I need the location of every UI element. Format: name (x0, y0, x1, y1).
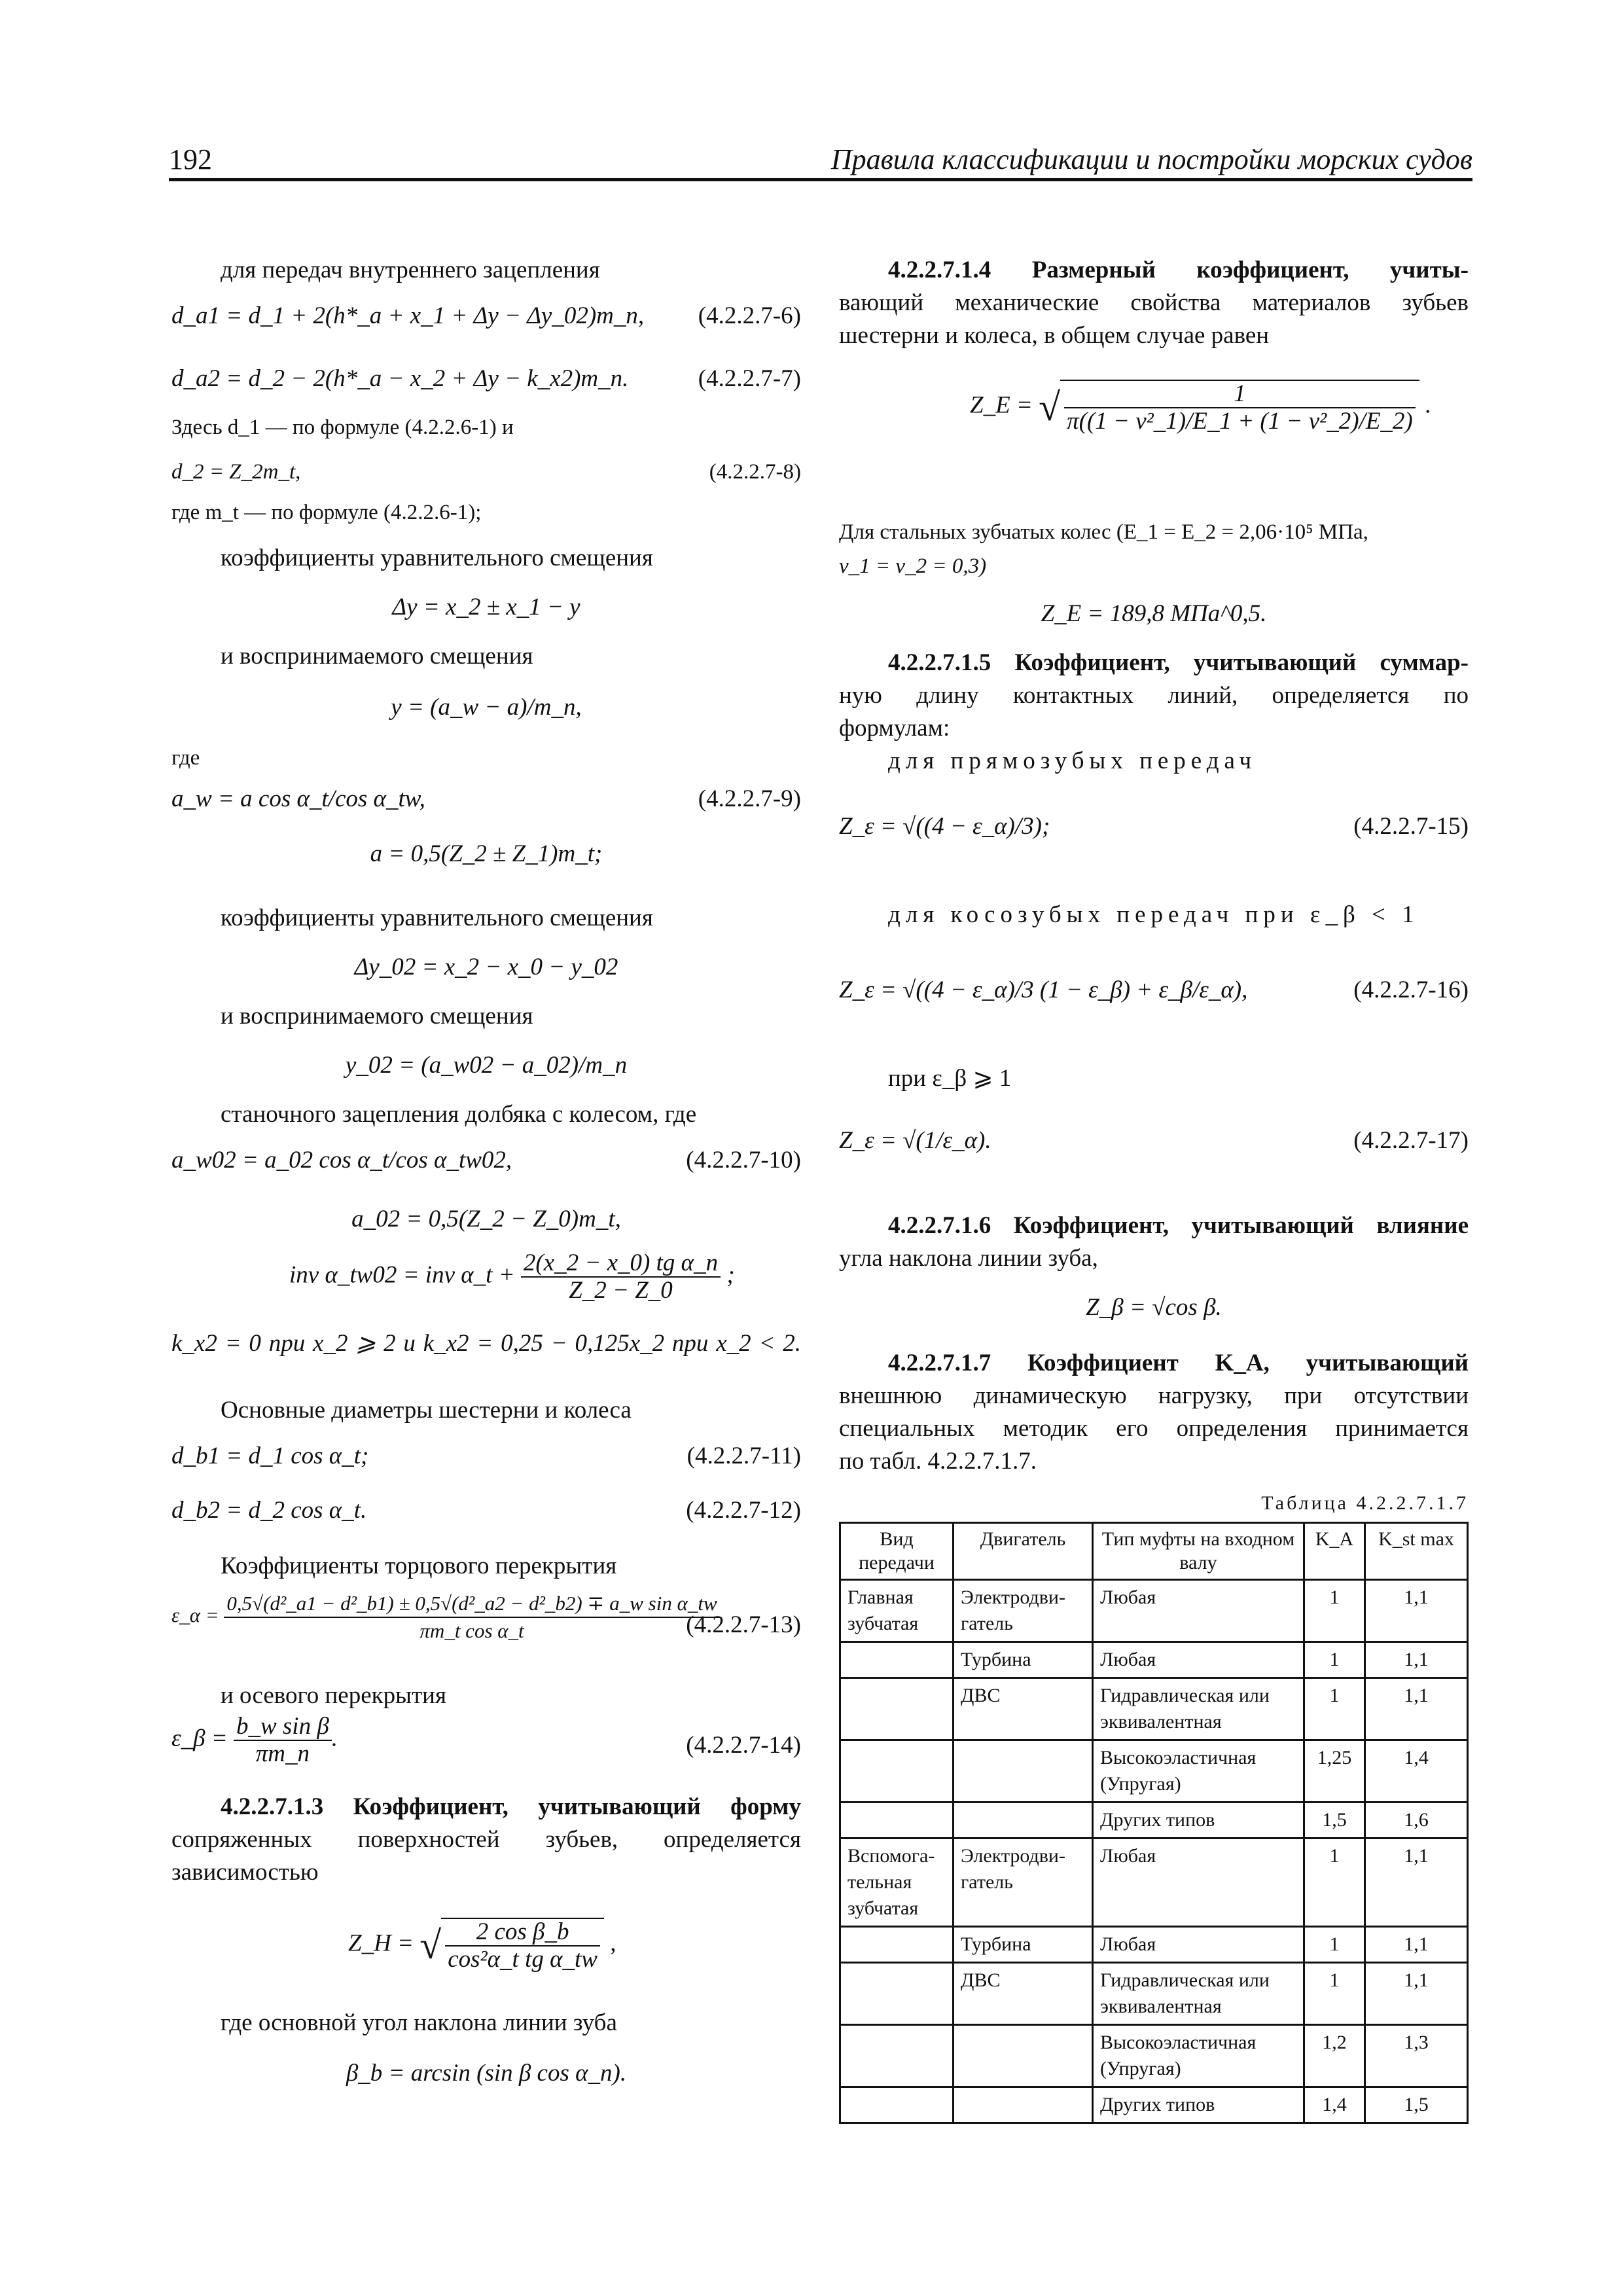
table-cell: Любая (1093, 1580, 1304, 1642)
table-cell: Электродви-гатель (954, 1839, 1093, 1927)
equation-dy02: Δy_02 = x_2 − x_0 − y_02 (354, 954, 618, 980)
coefficient-table (839, 1522, 1469, 2124)
equation-text: d_a1 = d_1 + 2(h*_a + x_1 + Δy − Δy_02)m_n, (171, 302, 645, 329)
text-line: при ε_β ⩾ 1 (888, 1065, 1012, 1092)
equation-number: (4.2.2.7-12) (686, 1497, 801, 1524)
table-cell (840, 1740, 954, 1803)
paragraph-line (839, 648, 1469, 678)
equation-number: (4.2.2.7-14) (686, 1732, 801, 1759)
equation-number: (4.2.2.7-16) (1353, 977, 1469, 1003)
equation-17 (839, 1126, 1469, 1156)
table-cell: Главная зубчатая (840, 1580, 954, 1642)
table-cell: 1,1 (1365, 1678, 1468, 1740)
equation-10 (171, 1145, 801, 1175)
table-caption: Таблица 4.2.2.7.1.7 (1261, 1492, 1469, 1514)
table-row (840, 1580, 1468, 1642)
equation-16 (839, 975, 1469, 1005)
equation-y02: y_02 = (a_w02 − a_02)/m_n (345, 1052, 628, 1079)
header-rule (169, 178, 1472, 181)
equation-7 (171, 364, 801, 394)
equation-zbeta: Z_β = √cos β. (1086, 1294, 1222, 1321)
text-line: и воспринимаемого смещения (221, 643, 533, 670)
running-title: Правила классификации и постройки морских судов (830, 143, 1472, 175)
column-header: K_st max (1365, 1523, 1468, 1580)
table-cell (840, 1927, 954, 1963)
fraction (234, 1713, 332, 1767)
fraction (1060, 380, 1419, 435)
equation-text: d_b1 = d_1 cos α_t; (171, 1443, 369, 1469)
table-cell: Турбина (954, 1642, 1093, 1678)
equation-text: ε_α = (171, 1604, 219, 1627)
text-line: и воспринимаемого смещения (221, 1003, 533, 1030)
column-header: Вид передачи (840, 1523, 954, 1580)
equation-zh: Z_H = √ $\frac{\text{2 cos β\_b}}{\text{cos²α\_t tg α\_tw}}$ , (348, 1918, 616, 1973)
table-row (840, 1678, 1468, 1740)
text-line: ν_1 = ν_2 = 0,3) (839, 554, 987, 578)
equation-14: ε_β = $\frac{\text{b\_w sin β}}{\pi m\_n}$ . (4.2.2.7-14) (171, 1713, 801, 1767)
table-cell: Других типов (1093, 2087, 1304, 2123)
equation-beta-b: β_b = arcsin (sin β cos α_n). (346, 2060, 627, 2087)
table-cell (840, 2025, 954, 2087)
table-cell: 1,6 (1365, 1803, 1468, 1839)
table-cell (840, 1678, 954, 1740)
paragraph-line: сопряженных поверхностей зубьев, определяется (171, 1826, 801, 1853)
equation-text: Z_ε = √((4 − ε_α)/3 (1 − ε_β) + ε_β/ε_α), (839, 977, 1248, 1003)
column-header: K_A (1304, 1523, 1365, 1580)
table-cell (840, 1803, 954, 1839)
equation-number: (4.2.2.7-7) (698, 365, 801, 392)
table-body (840, 1580, 1468, 2123)
table-cell (954, 1740, 1093, 1803)
table-header-row (840, 1523, 1468, 1580)
table-cell: 1,1 (1365, 1963, 1468, 2025)
table-cell: Гидравлическая или эквивалентная (1093, 1678, 1304, 1740)
text-line: где m_t — по формуле (4.2.2.6-1); (171, 501, 482, 524)
paragraph-line: угла наклона линии зуба, (839, 1245, 1098, 1272)
table-cell: 1,5 (1304, 1803, 1365, 1839)
equation-inv: inv α_tw02 = inv α_t + $\frac{\text{2(x\_2 − x\_0) tg α\_n}}{Z\_2 - Z\_0}$ ; (289, 1249, 735, 1304)
table-row (840, 2087, 1468, 2123)
fraction-denominator: Z_2 − Z_0 (569, 1277, 673, 1304)
equation-text: Z_H = (348, 1929, 414, 1957)
table-cell: Турбина (954, 1927, 1093, 1963)
paragraph-line: специальных методик его определения принимается (839, 1415, 1469, 1442)
paragraph-line (839, 255, 1469, 285)
equation-text: Z_E = (970, 391, 1033, 419)
paragraph-text: 4.2.2.7.1.4 Размерный коэффициент, учиты- (888, 257, 1469, 283)
table-cell: 1,1 (1365, 1580, 1468, 1642)
text-line: Здесь d_1 — по формуле (4.2.2.6-1) и (171, 416, 514, 439)
fraction (441, 1918, 604, 1973)
column-header: Двигатель (954, 1523, 1093, 1580)
equation-8 (171, 457, 801, 487)
table-cell: 1,1 (1365, 1839, 1468, 1927)
equation-text: d_b2 = d_2 cos α_t. (171, 1497, 367, 1524)
page-header (169, 143, 1472, 182)
equation-y: y = (a_w − a)/m_n, (391, 694, 582, 721)
equation-kx2: k_x2 = 0 при x_2 ⩾ 2 и k_x2 = 0,25 − 0,125x_2 при x_2 < 2. (171, 1330, 801, 1357)
table-cell (840, 1642, 954, 1678)
table-row (840, 1839, 1468, 1927)
equation-number: (4.2.2.7-13) (686, 1611, 801, 1638)
table-cell: Гидравлическая или эквивалентная (1093, 1963, 1304, 2025)
table-cell: 1 (1304, 1642, 1365, 1678)
equation-text: inv α_tw02 = inv α_t + (289, 1261, 515, 1289)
paragraph-line: внешнюю динамическую нагрузку, при отсутствии (839, 1382, 1469, 1409)
table-cell: 1 (1304, 1580, 1365, 1642)
table-cell: ДВС (954, 1963, 1093, 2025)
table-cell: 1,4 (1304, 2087, 1365, 2123)
column-header: Тип муфты на входном валу (1093, 1523, 1304, 1580)
paragraph-line (171, 1792, 801, 1822)
paragraph-line (839, 1211, 1469, 1241)
equation-ze-value: Z_E = 189,8 МПа^0,5. (1041, 600, 1267, 627)
text-line: где (171, 746, 200, 770)
text-line: и осевого перекрытия (221, 1682, 446, 1709)
table-cell (840, 1963, 954, 2025)
equation-a: a = 0,5(Z_2 ± Z_1)m_t; (370, 840, 603, 867)
text-line: Основные диаметры шестерни и колеса (221, 1397, 632, 1424)
equation-text: a_w02 = a_02 cos α_t/cos α_tw02, (171, 1147, 512, 1174)
text-line: для передач внутреннего зацепления (221, 257, 600, 283)
equation-6 (171, 301, 801, 331)
equation-number: (4.2.2.7-8) (709, 460, 801, 484)
table-cell: 1,1 (1365, 1642, 1468, 1678)
table-row (840, 2025, 1468, 2087)
table-cell: Любая (1093, 1642, 1304, 1678)
equation-text: Z_ε = √(1/ε_α). (839, 1127, 991, 1154)
text-line: станочного зацепления долбяка с колесом, где (221, 1101, 697, 1128)
table-cell (840, 2087, 954, 2123)
paragraph-line: зависимостью (171, 1859, 319, 1886)
equation-text: a_w = a cos α_t/cos α_tw, (171, 785, 425, 812)
table-cell (954, 1803, 1093, 1839)
table-cell: Любая (1093, 1927, 1304, 1963)
fraction-denominator: πm_n (255, 1740, 310, 1767)
table-row (840, 1803, 1468, 1839)
table-cell: Электродви-гатель (954, 1580, 1093, 1642)
table-cell: Высокоэластичная (Упругая) (1093, 2025, 1304, 2087)
table-cell (954, 2025, 1093, 2087)
table-cell: Вспомога-тельная зубчатая (840, 1839, 954, 1927)
table-cell: 1,25 (1304, 1740, 1365, 1803)
table-row (840, 1927, 1468, 1963)
equation-number: (4.2.2.7-11) (687, 1443, 801, 1469)
equation-number: (4.2.2.7-10) (686, 1147, 801, 1174)
fraction-numerator: 1 (1064, 381, 1416, 408)
text-line: коэффициенты уравнительного смещения (221, 905, 653, 931)
table-cell (954, 2087, 1093, 2123)
equation-text: ε_β = (171, 1725, 228, 1752)
fraction-denominator: πm_t cos α_t (419, 1619, 524, 1642)
equation-dy: Δy = x_2 ± x_1 − y (392, 594, 580, 620)
fraction (521, 1250, 721, 1304)
table-cell: Высокоэластичная (Упругая) (1093, 1740, 1304, 1803)
text-line: Коэффициенты торцового перекрытия (221, 1552, 617, 1579)
text-line: для косозубых передач при ε_β < 1 (888, 901, 1419, 928)
paragraph-line (839, 1348, 1469, 1378)
table-cell: 1,2 (1304, 2025, 1365, 2087)
table-row (840, 1642, 1468, 1678)
equation-ze: Z_E = √ $\frac{1}{\text{π((1 − ν²\_1)/E\_1 + (1 − ν²\_2)/E\_2)}}$ . (970, 380, 1432, 435)
equation-text: d_2 = Z_2m_t, (171, 460, 301, 484)
paragraph-line: вающий механические свойства материалов зубьев (839, 289, 1469, 316)
equation-number: (4.2.2.7-9) (698, 785, 801, 812)
paragraph-line: ную длину контактных линий, определяется по (839, 682, 1469, 709)
equation-13 (171, 1590, 801, 1656)
paragraph-line: шестерни и колеса, в общем случае равен (839, 322, 1270, 349)
fraction-numerator: b_w sin β (234, 1713, 332, 1741)
text-line: где основной угол наклона линии зуба (221, 2009, 617, 2036)
paragraph-text: 4.2.2.7.1.3 Коэффициент, учитывающий форму (221, 1793, 801, 1820)
text-line: коэффициенты уравнительного смещения (221, 545, 653, 571)
paragraph-text: 4.2.2.7.1.6 Коэффициент, учитывающий влияние (888, 1212, 1469, 1239)
table-row (840, 1963, 1468, 2025)
table-row (840, 1740, 1468, 1803)
paragraph-line: формулам: (839, 715, 950, 742)
fraction (224, 1590, 719, 1644)
equation-9 (171, 784, 801, 814)
fraction-numerator: 2(x_2 − x_0) tg α_n (521, 1250, 721, 1278)
equation-12 (171, 1496, 801, 1526)
table-cell: 1 (1304, 1963, 1365, 2025)
table-cell: ДВС (954, 1678, 1093, 1740)
fraction-denominator: π((1 − ν²_1)/E_1 + (1 − ν²_2)/E_2) (1067, 408, 1413, 435)
table-cell: 1,3 (1365, 2025, 1468, 2087)
table-cell: 1,1 (1365, 1927, 1468, 1963)
table-cell: Любая (1093, 1839, 1304, 1927)
text-line: для прямозубых передач (888, 747, 1257, 774)
table-cell: 1,5 (1365, 2087, 1468, 2123)
equation-number: (4.2.2.7-15) (1353, 813, 1469, 840)
fraction-numerator: 2 cos β_b (445, 1919, 600, 1946)
radical-sign: √ (1039, 386, 1061, 429)
table-cell: 1,4 (1365, 1740, 1468, 1803)
table-cell: Других типов (1093, 1803, 1304, 1839)
radical-sign: √ (419, 1924, 442, 1967)
table-cell: 1 (1304, 1678, 1365, 1740)
page-number: 192 (169, 143, 212, 175)
fraction-numerator: 0,5√(d²_a1 − d²_b1) ± 0,5√(d²_a2 − d²_b2) ∓ a_w sin α_tw (224, 1590, 719, 1618)
table-cell: 1 (1304, 1927, 1365, 1963)
equation-text: d_a2 = d_2 − 2(h*_a − x_2 + Δy − k_x2)m_n. (171, 365, 629, 392)
paragraph-line: по табл. 4.2.2.7.1.7. (839, 1448, 1037, 1475)
equation-11 (171, 1441, 801, 1471)
equation-15 (839, 812, 1469, 842)
fraction-denominator: cos²α_t tg α_tw (448, 1946, 597, 1973)
equation-a02: a_02 = 0,5(Z_2 − Z_0)m_t, (351, 1206, 621, 1232)
equation-number: (4.2.2.7-17) (1353, 1127, 1469, 1154)
table-cell: 1 (1304, 1839, 1365, 1927)
text-line: Для стальных зубчатых колес (E_1 = E_2 = 2,06·10⁵ МПа, (839, 520, 1368, 544)
paragraph-text: 4.2.2.7.1.7 Коэффициент K_A, учитывающий (888, 1350, 1469, 1376)
equation-text: Z_ε = √((4 − ε_α)/3); (839, 813, 1050, 840)
equation-number: (4.2.2.7-6) (698, 302, 801, 329)
paragraph-text: 4.2.2.7.1.5 Коэффициент, учитывающий суммар- (888, 649, 1469, 676)
